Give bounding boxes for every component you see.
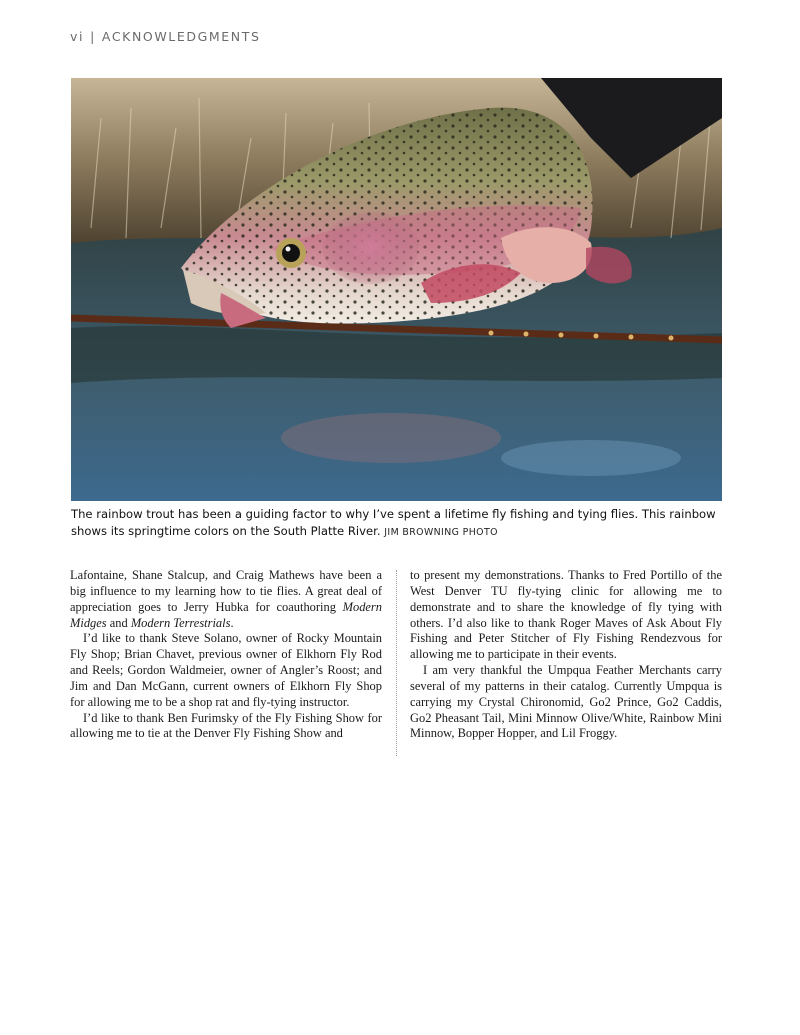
running-head-separator: | [90,29,96,44]
running-head [70,29,260,44]
paragraph-text: . [230,615,234,630]
column-divider [396,570,397,756]
photo-credit: JIM BROWNING PHOTO [384,527,498,538]
paragraph: I am very thankful the Umpqua Feather Merchants carry several of my patterns in their catalog. Currently Umpqua is carrying my Crystal Chironomid, Go2 Prince, Go2 Caddis, Go2 Pheasant Tail, Mini Minnow Olive/White, Rainbow Mini Minnow, Bopper Hopper, and Lil Froggy. [410,663,722,741]
paragraph: to present my demonstrations. Thanks to Fred Portillo of the West Denver TU fly-tying clinic for allowing me to demonstrate and to share the knowledge of fly tying with others. I’d also like to thank Roger Maves of Ask About Fly Fishing and Peter Stitcher of Fly Fishing Rendezvous for allowing me to participate in their events. [410,568,722,662]
paragraph [70,568,382,631]
paragraph-text: Lafontaine, Shane Stalcup, and Craig Mathews have been a big influence to my learning how to tie flies. A great deal of appreciation goes to Jerry Hubka for coauthoring [70,568,382,614]
paragraph: I’d like to thank Ben Furimsky of the Fly Fishing Show for allowing me to tie at the Denver Fly Fishing Show and [70,710,382,741]
book-title: Modern Midges [70,599,382,630]
caption-text: The rainbow trout has been a guiding factor to why I’ve spent a lifetime fly fishing and tying flies. This rainbow shows its springtime colors on the South Platte River. [71,507,716,538]
book-title: Modern Terrestrials [130,615,231,630]
photo-caption [71,506,723,541]
page-number: vi [70,29,85,44]
rainbow-trout-photo [71,78,722,501]
paragraph: I’d like to thank Steve Solano, owner of Rocky Mountain Fly Shop; Brian Chavet, previous owner of Elkhorn Fly Rod and Reels; Gordon Waldmeier, owner of Angler’s Roost; and Jim and Dan McGann, current owners of Elkhorn Fly Shop for allowing me to be a shop rat and fly-tying instructor. [70,631,382,709]
left-column [70,568,382,742]
body-text [70,568,722,758]
section-title: ACKNOWLEDGMENTS [101,29,261,44]
right-column [410,568,722,742]
paragraph-text: and [106,615,131,630]
